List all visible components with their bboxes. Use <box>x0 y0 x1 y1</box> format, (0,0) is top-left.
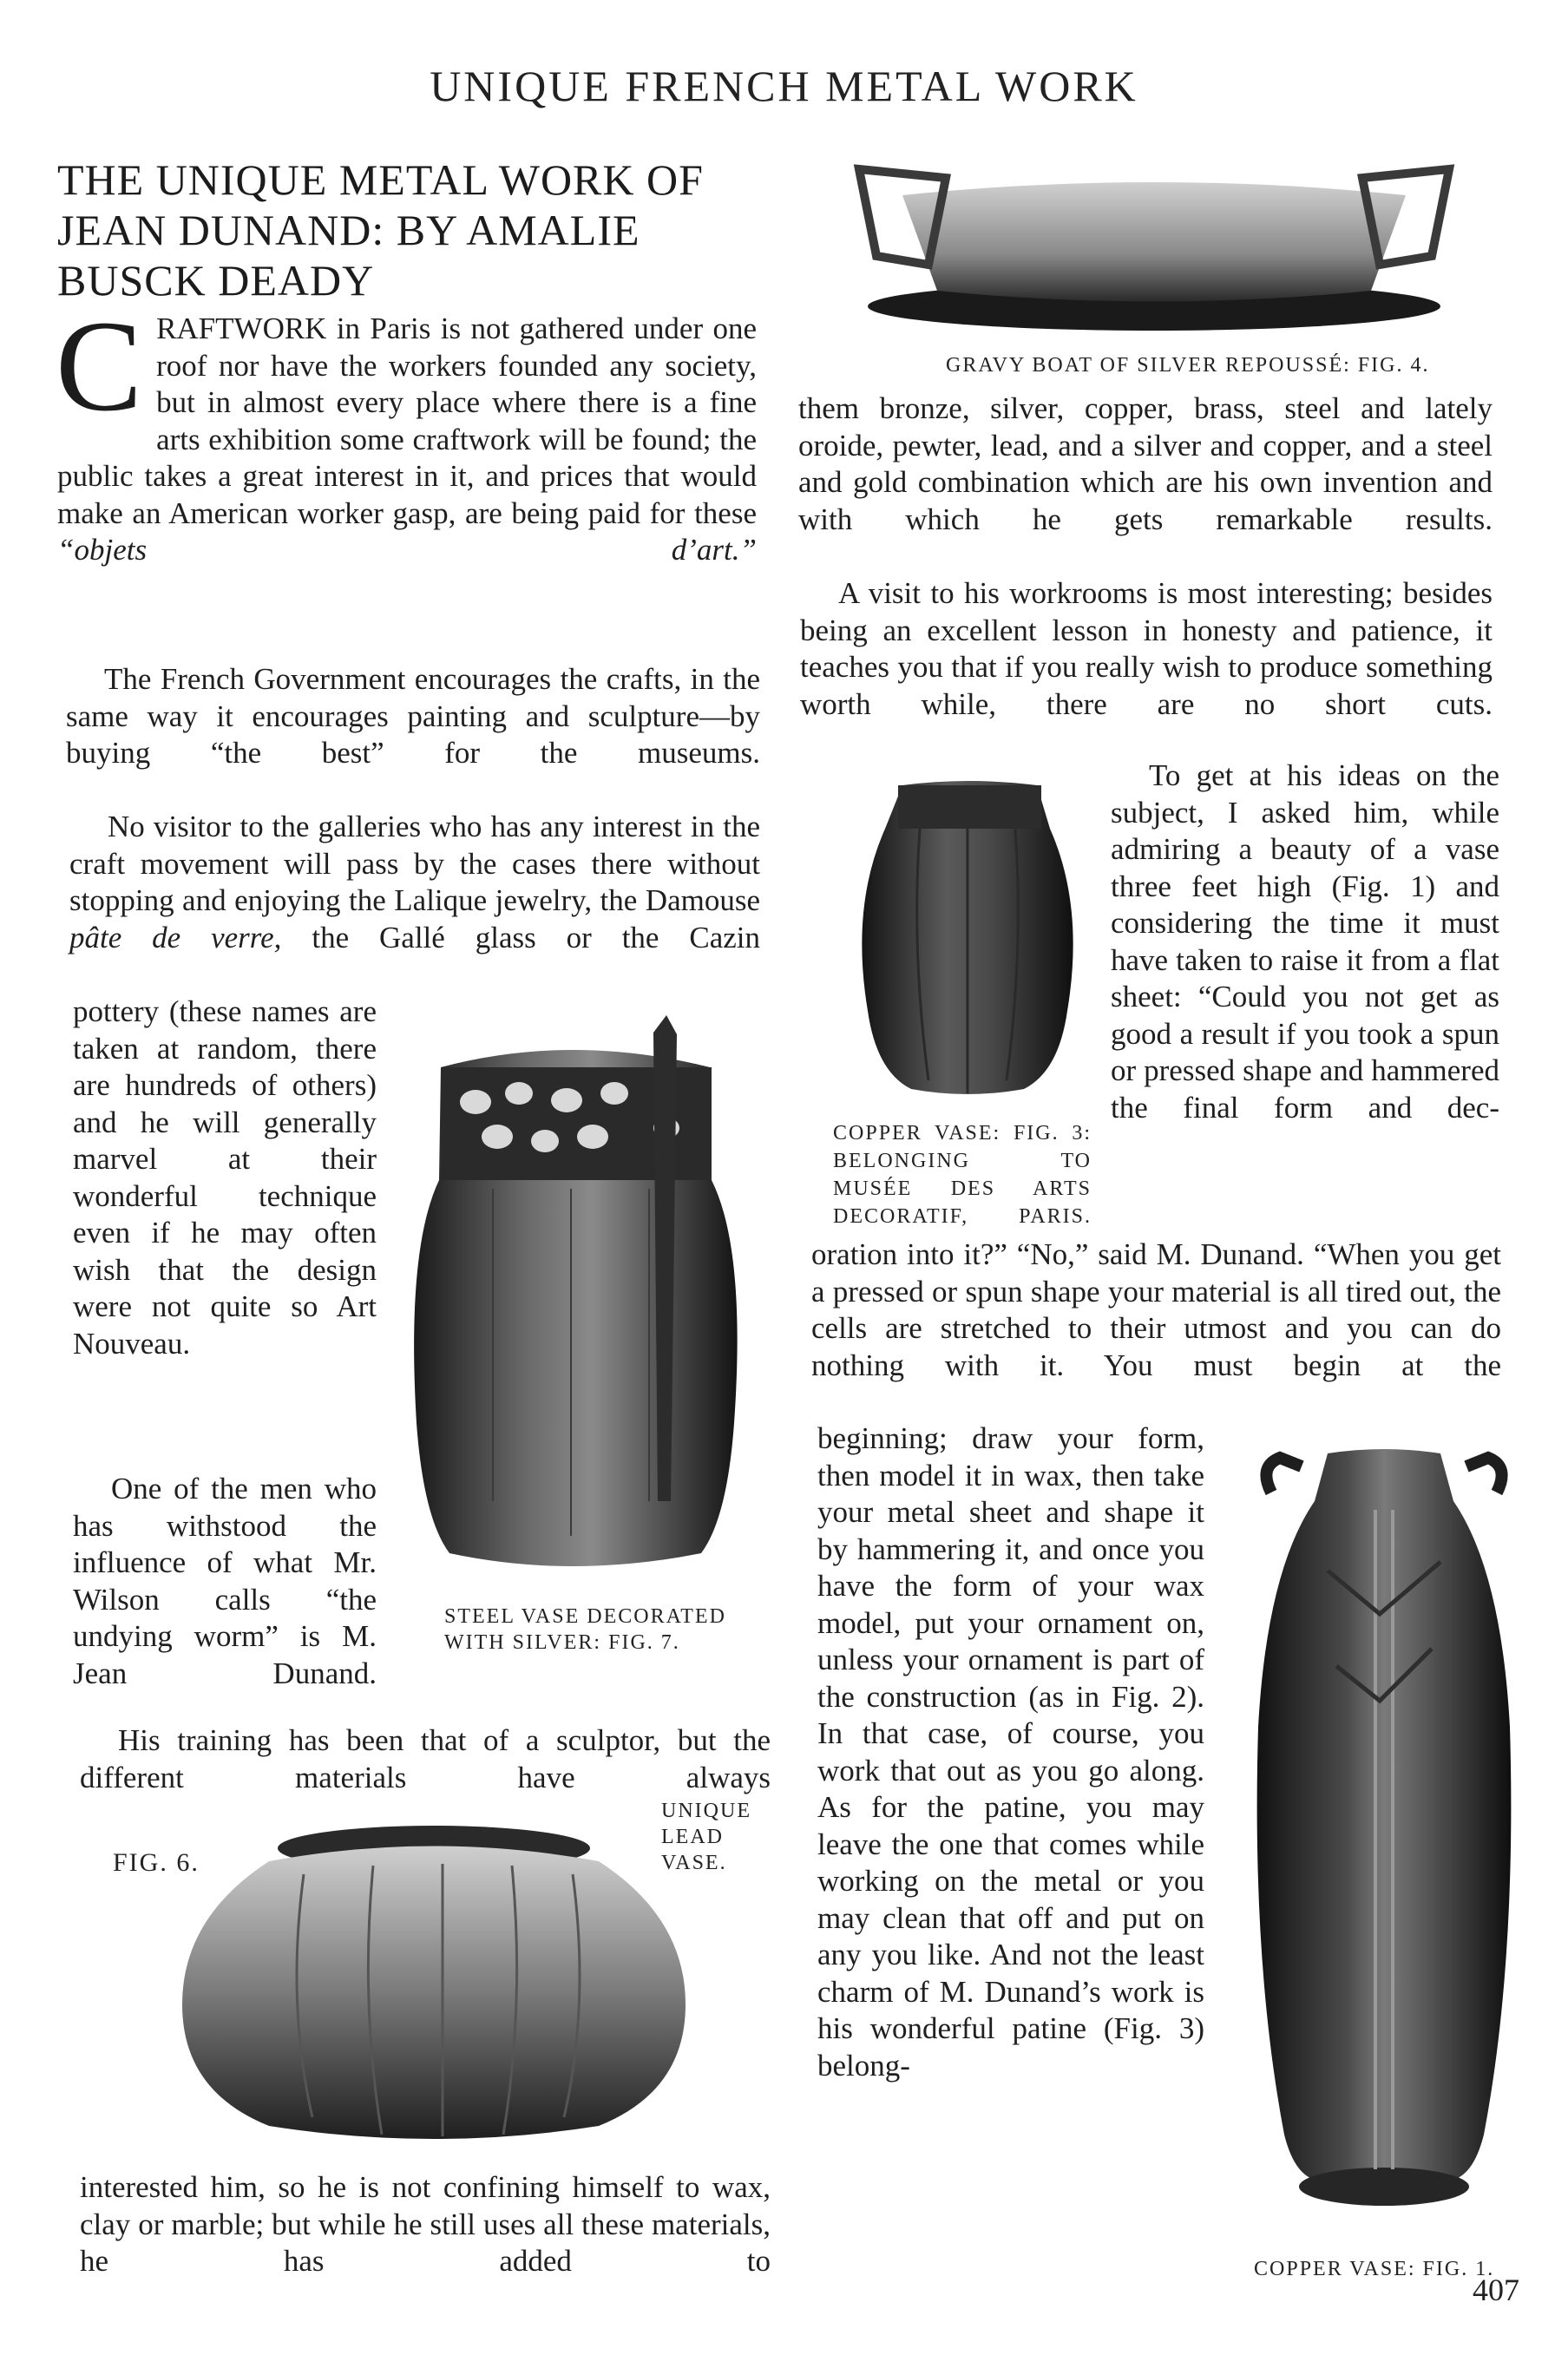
col1-paragraph-1 <box>56 294 758 569</box>
copper-vase-fig3-photo <box>850 777 1085 1098</box>
col1-paragraph-4: One of the men who has withstood the influence of what Mr. Wilson calls “the undying worm” is M. Jean Dunand. <box>73 1472 377 1690</box>
col1-p3-b: the Gallé glass or the Cazin <box>312 920 761 954</box>
col1-paragraph-2: The French Government encourages the crafts, in the same way it encourages painting and sculpture—by buying “the best” for the museums. <box>66 662 760 770</box>
gravy-boat-photo <box>850 161 1458 334</box>
steel-vase-photo <box>406 1015 745 1579</box>
col2-paragraph-3-narrow2: beginning; draw your form, then model it in wax, then take your metal sheet and shape it by hammering it, and once you have the form of your wax model, put your ornament on, unless your ornament is part of the construction (as in Fig. 2). In that case, of course, you work that out as you go along. As for the patine, you may leave the one that comes while working on the metal or you may clean that off and put on any you like. And not the least charm of M. Dunand’s work is his wonderful patine (Fig. 3) belong- <box>817 1421 1204 2083</box>
caption-fig4: GRAVY BOAT OF SILVER REPOUSSÉ: FIG. 4. <box>946 354 1430 377</box>
col1-paragraph-3 <box>69 809 760 956</box>
copper-vase-fig1-photo <box>1241 1440 1527 2213</box>
col1-paragraph-6: interested him, so he is not confining himself to wax, clay or marble; but while he still uses all these materials, he has added to <box>80 2170 771 2278</box>
fig6-label: FIG. 6. <box>113 1848 200 1877</box>
caption-fig3: COPPER VASE: FIG. 3: BELONGING TO MUSÉE DES ARTS DECORATIF, PARIS. <box>833 1122 1092 1228</box>
col2-paragraph-3-narrow: To get at his ideas on the subject, I asked him, while admiring a beauty of a vase three feet high (Fig. 1) and considering the time it must have taken to raise it from a flat sheet: “Could you not get as good a result if you took a spun or pressed shape and hammered the final form and dec- <box>1111 758 1499 1125</box>
caption-fig6: UNIQUE LEAD VASE. <box>661 1800 751 1874</box>
running-head: UNIQUE FRENCH METAL WORK <box>430 62 1138 110</box>
col1-paragraph-5: His training has been that of a sculptor, but the different materials have always <box>80 1723 771 1794</box>
lead-vase-photo <box>165 1814 703 2143</box>
drop-cap: C <box>56 294 143 438</box>
col2-paragraph-2: A visit to his workrooms is most interesting; besides being an excellent lesson in honesty and patience, it teaches you that if you really wish to produce something worth while, there are no short cuts. <box>800 576 1493 721</box>
col1-paragraph-3-narrow: pottery (these names are taken at random, there are hundreds of others) and he will generally marvel at their wonderful technique even if he may often wish that the design were not quite so Art Nouveau. <box>73 994 377 1361</box>
col1-p1-italic: “objets d’art.” <box>57 533 757 567</box>
col2-paragraph-3-full: oration into it?” “No,” said M. Dunand. “When you get a pressed or spun shape your material is all tired out, the cells are stretched to their utmost and you can do nothing with it. You must begin at the <box>811 1237 1501 1382</box>
article-title: THE UNIQUE METAL WORK OF JEAN DUNAND: BY AMALIE BUSCK DEADY <box>57 155 704 305</box>
col1-p1-rest: a fine arts exhibition some craftwork will be found; the public takes a great interest in it, and prices that would make an American worker gasp, are being paid for these <box>57 385 758 530</box>
col2-paragraph-1: them bronze, silver, copper, brass, steel and lately oroide, pewter, lead, and a silver and copper, and a steel and gold combination which are his own invention and with which he gets remarkable results. <box>798 391 1493 536</box>
caption-fig7: STEEL VASE DECORATED WITH SILVER: FIG. 7. <box>444 1605 726 1654</box>
col1-p1-first: RAFTWORK in Paris is not gathered under one roof nor have the workers founded any society, but in almost every place where there is <box>156 312 757 419</box>
col1-p3-italic: pâte de verre, <box>69 920 282 954</box>
page-number: 407 <box>1473 2273 1519 2307</box>
col1-p3-a: No visitor to the galleries who has any interest in the craft movement will pass by the cases there without stopping and enjoying the Lalique jewelry, the Damouse <box>69 810 760 917</box>
caption-fig1: COPPER VASE: FIG. 1. <box>1254 2258 1495 2280</box>
